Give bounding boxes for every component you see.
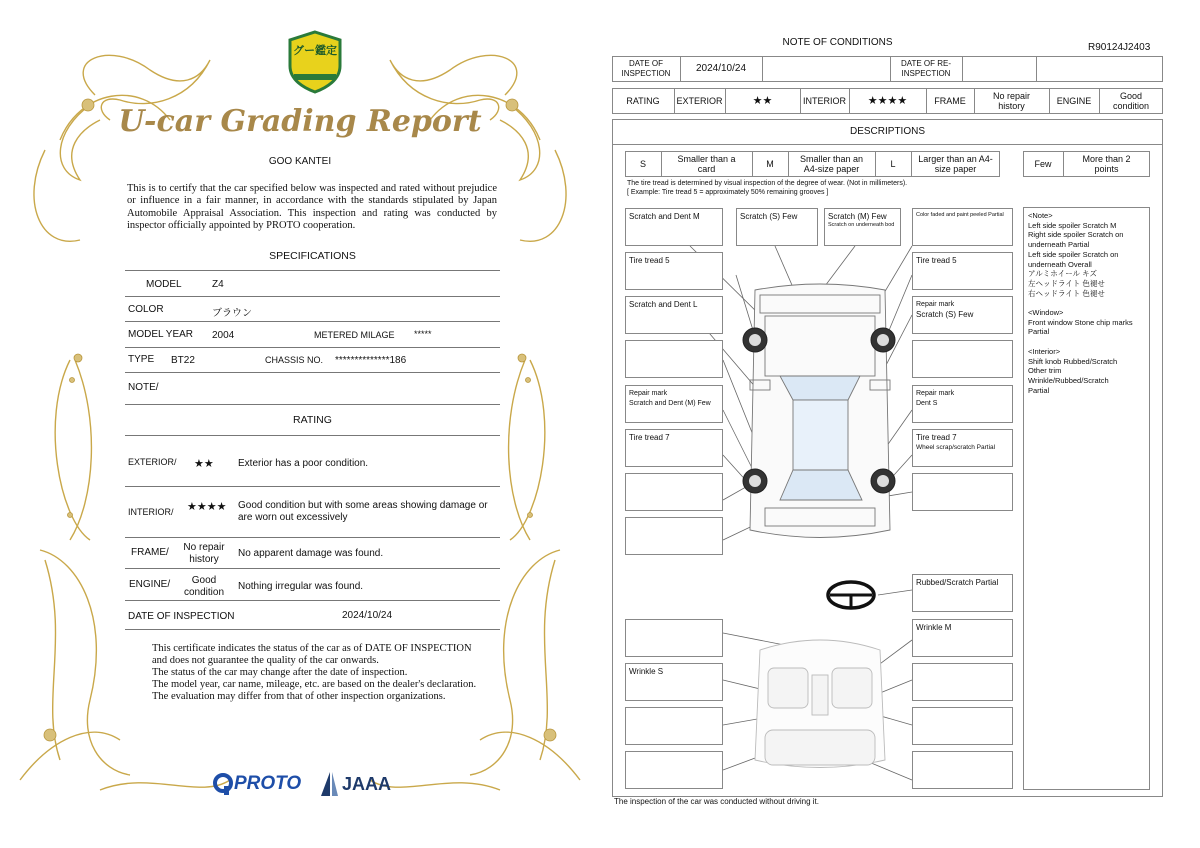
jaaa-logo-text: JAAA [342, 774, 392, 794]
color-label: COLOR [128, 304, 164, 315]
note-label: NOTE/ [128, 382, 159, 393]
condition-box [625, 385, 723, 423]
exterior-desc: Exterior has a poor condition. [238, 458, 369, 469]
condition-box [625, 619, 723, 657]
condition-subtext: Dent S [916, 400, 938, 407]
type-value: BT22 [171, 355, 195, 366]
note-line: アルミホイール キズ [1028, 269, 1097, 279]
notes-panel [1023, 207, 1150, 790]
condition-box [912, 473, 1013, 511]
condition-box [625, 751, 723, 789]
reinspection-label: DATE OF RE-INSPECTION [900, 59, 952, 78]
legend-key: S [639, 159, 646, 169]
note-line: <Interior> [1028, 346, 1061, 356]
exterior-stars: ★★ [752, 95, 773, 107]
condition-box [625, 340, 723, 378]
few-desc: More than 2 points [1082, 154, 1131, 174]
proto-logo-text: PROTO [234, 773, 302, 794]
note-line: Wrinkle/Rubbed/Scratch [1028, 375, 1109, 385]
conditions-footer: The inspection of the car was conducted without driving it. [614, 797, 819, 806]
type-label: TYPE [128, 354, 155, 365]
condition-text: Tire tread 7 [916, 433, 957, 442]
legend-desc: Larger than an A4-size paper [918, 154, 993, 174]
frame-desc: No apparent damage was found. [238, 548, 384, 559]
chassis-label: CHASSIS NO. [265, 355, 324, 365]
condition-text: Repair mark [629, 390, 668, 397]
org-name: GOO KANTEI [268, 156, 332, 167]
condition-box: Tire tread 5 [625, 252, 723, 290]
condition-box [912, 707, 1013, 745]
condition-box: Rubbed/Scratch Partial [912, 574, 1013, 612]
condition-subtext: Scratch on underneath bod [828, 222, 895, 228]
condition-box [824, 208, 901, 246]
disclaimer-line: This certificate indicates the status of the car as of DATE OF INSPECTION and does not guarantee the quality of the car onwards. [152, 643, 472, 666]
interior-desc: Good condition but with some areas showing damage or are worn out excessively [238, 500, 488, 523]
note-line: <Note> [1028, 211, 1053, 220]
condition-box: Color faded and paint peeled Partial [912, 208, 1013, 246]
note-line: Other trim [1028, 366, 1062, 376]
note-line: Shift knob Rubbed/Scratch [1028, 356, 1118, 366]
interior-label: INTERIOR [802, 96, 846, 106]
condition-box [912, 340, 1013, 378]
condition-subtext: Scratch and Dent (M) Few [629, 400, 711, 407]
condition-box [625, 707, 723, 745]
note-line: Left side spoiler Scratch M [1028, 220, 1117, 230]
few-key: Few [1034, 159, 1052, 169]
condition-box [912, 429, 1013, 467]
color-value: ブラウン [212, 308, 252, 319]
engine-desc: Nothing irregular was found. [238, 581, 364, 592]
report-title: U-car Grading Report [118, 104, 482, 139]
certification-text: This is to certify that the car specified below was inspected and rated without prejudice or influence in a fair manner, in accordance with the standards stipulated by Japan Automobile Appraisal Association. This inspection and rating was conducted by inspector officially appointed by PROTO cooperation. [127, 183, 497, 231]
condition-box [912, 385, 1013, 423]
condition-box: Tire tread 5 [912, 252, 1013, 290]
frame-value: No repair history [183, 542, 225, 565]
interior-label: INTERIOR/ [128, 507, 174, 517]
year-label: MODEL YEAR [128, 329, 194, 340]
doi-label: DATE OF INSPECTION [128, 611, 235, 622]
condition-box: Wrinkle M [912, 619, 1013, 657]
note-line: Left side spoiler Scratch on underneath Overall [1028, 249, 1119, 269]
exterior-stars: ★★ [194, 458, 214, 470]
disclaimer-line: The evaluation may differ from that of other inspection organizations. [152, 691, 446, 702]
goo-kantei-badge-icon [286, 30, 344, 94]
interior-stars: ★★★★ [867, 95, 908, 107]
condition-box [625, 517, 723, 555]
note-line: Front window Stone chip marks Partial [1028, 317, 1133, 337]
date-label: DATE OF INSPECTION [621, 59, 671, 78]
disclaimer-line: The model year, car name, mileage, etc. are based on the dealer's declaration. [152, 679, 477, 690]
tire-note: The tire tread is determined by visual inspection of the degree of wear. (Not in millimeters). [627, 180, 908, 187]
model-value: Z4 [212, 279, 224, 290]
legend-key: L [890, 159, 896, 169]
note-of-conditions [600, 0, 1200, 848]
condition-box [912, 751, 1013, 789]
condition-box [625, 473, 723, 511]
tire-example: [ Example: Tire tread 5 = approximately 50% remaining grooves ] [627, 189, 829, 196]
note-line: Right side spoiler Scratch on underneath Partial [1028, 230, 1124, 250]
condition-text: Repair mark [916, 301, 955, 308]
proto-logo-icon [212, 772, 234, 796]
frame-label: FRAME [934, 96, 966, 106]
date-value: 2024/10/24 [695, 63, 747, 74]
badge-text: グー鑑定 [293, 45, 337, 57]
legend-key: M [766, 159, 774, 169]
specs-heading: SPECIFICATIONS [269, 250, 356, 262]
disclaimer-line: The status of the car may change after the date of inspection. [152, 667, 408, 678]
exterior-label: EXTERIOR [676, 96, 723, 106]
condition-box: Tire tread 7 [625, 429, 723, 467]
rating-heading: RATING [293, 414, 332, 426]
note-line: 左ヘッドライト 色褪せ [1028, 278, 1105, 288]
engine-label: ENGINE [1056, 96, 1092, 106]
exterior-label: EXTERIOR/ [128, 457, 177, 467]
condition-box: Wrinkle S [625, 663, 723, 701]
year-value: 2004 [212, 330, 235, 341]
legend-desc: Smaller than a card [677, 154, 736, 174]
condition-box [912, 296, 1013, 334]
note-line: Partial [1028, 385, 1050, 395]
disclaimer [152, 643, 482, 703]
model-label: MODEL [146, 279, 182, 290]
condition-box: Scratch and Dent M [625, 208, 723, 246]
engine-value: Good condition [1112, 91, 1150, 111]
report-number: R90124J2403 [1088, 42, 1151, 53]
mileage-value: ***** [414, 329, 432, 339]
doi-value: 2024/10/24 [342, 610, 393, 621]
jaaa-logo-icon [318, 770, 340, 798]
note-line: 右ヘッドライト 色褪せ [1028, 288, 1105, 298]
conditions-title: NOTE OF CONDITIONS [782, 37, 893, 48]
interior-stars: ★★★★ [187, 501, 227, 513]
condition-text: Repair mark [916, 390, 955, 397]
condition-box: Scratch (S) Few [736, 208, 818, 246]
note-line: <Window> [1028, 308, 1064, 318]
condition-text: Scratch (M) Few [828, 212, 887, 221]
descriptions-heading: DESCRIPTIONS [849, 125, 925, 137]
condition-subtext: Scratch (S) Few [916, 310, 974, 319]
condition-box [912, 663, 1013, 701]
frame-label: FRAME/ [131, 547, 169, 558]
condition-box: Scratch and Dent L [625, 296, 723, 334]
frame-value: No repair history [992, 91, 1030, 111]
legend-desc: Smaller than an A4-size paper [799, 154, 864, 174]
engine-label: ENGINE/ [129, 579, 171, 590]
engine-value: Good condition [183, 575, 225, 598]
condition-subtext: Wheel scrap/scratch Partial [916, 444, 996, 451]
mileage-label: METERED MILAGE [314, 330, 395, 340]
chassis-value: **************186 [335, 355, 407, 366]
rating-label: RATING [626, 96, 660, 106]
